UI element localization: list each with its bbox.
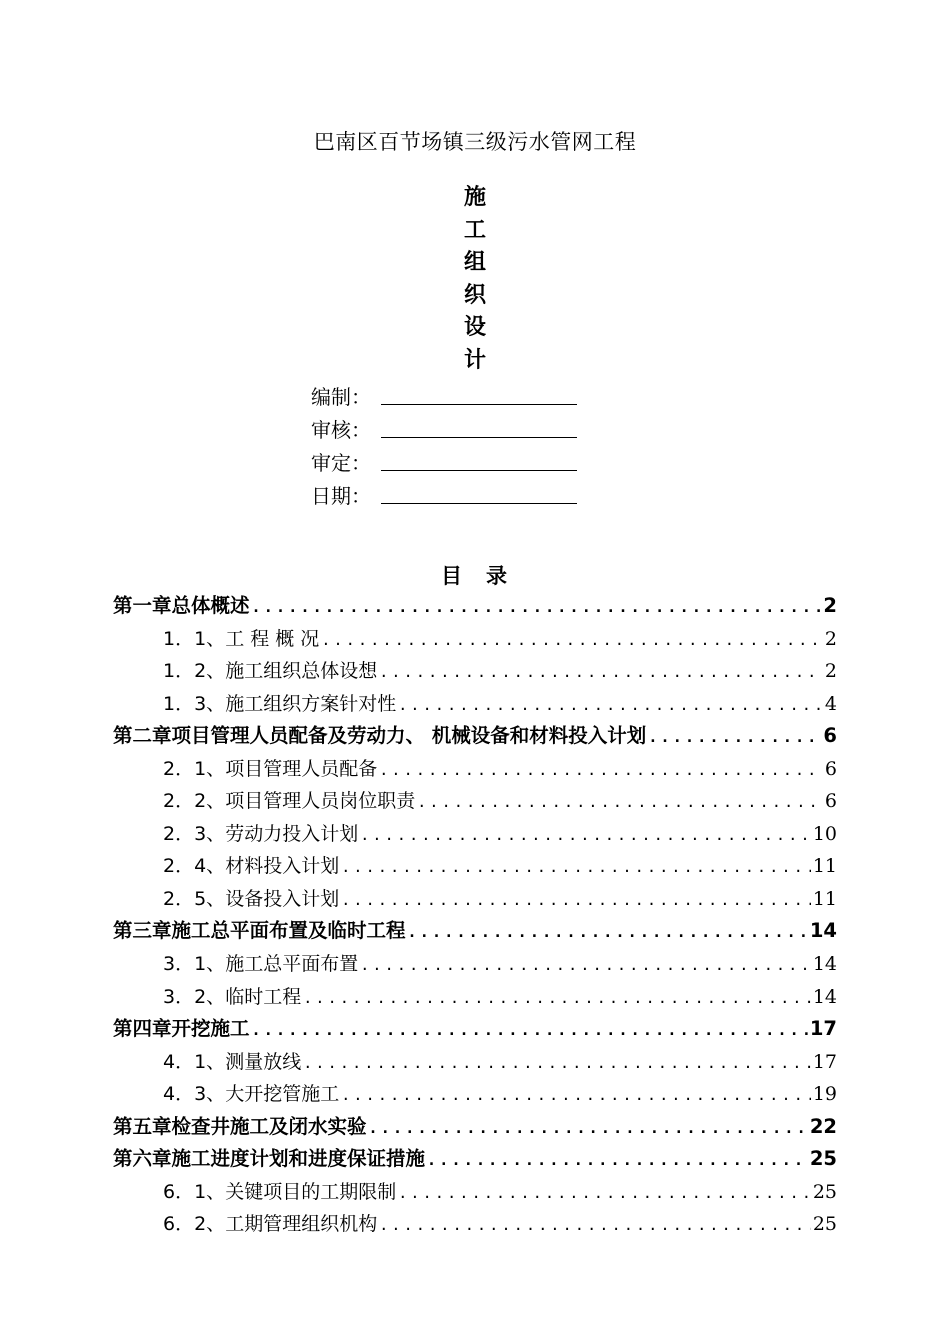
toc-heading xyxy=(0,560,950,590)
toc-entry-title: 劳动力投入计划 xyxy=(225,822,359,845)
toc-section-entry[interactable] xyxy=(113,1046,837,1079)
toc-entry-page: 2 xyxy=(823,594,837,617)
toc-section-entry[interactable] xyxy=(113,688,837,721)
toc-leader-dots xyxy=(648,721,821,754)
toc-entry-number: 6．2、 xyxy=(163,1213,226,1236)
toc-leader-dots xyxy=(303,982,811,1015)
sign-row-reviewed xyxy=(311,411,591,444)
toc-entry-page: 22 xyxy=(809,1114,837,1138)
toc-entry-page: 4 xyxy=(824,692,837,715)
toc-entry-title: 项目管理人员岗位职责 xyxy=(225,790,416,813)
toc-section-entry[interactable] xyxy=(113,981,837,1014)
toc-leader-dots xyxy=(360,819,811,852)
toc-entry-title: 大开挖管施工 xyxy=(225,1083,340,1106)
toc-entry-number: 6．1、 xyxy=(163,1180,226,1203)
toc-entry-number: 2．2、 xyxy=(163,790,226,813)
sign-blank-line xyxy=(381,404,577,405)
document-title-char: 设 xyxy=(463,315,486,341)
toc-entry-title: 工期管理组织机构 xyxy=(225,1213,378,1236)
toc-entry-title: 设备投入计划 xyxy=(225,887,340,910)
toc-entry-page: 2 xyxy=(824,627,837,650)
toc-leader-dots xyxy=(252,1014,808,1047)
toc-leader-dots xyxy=(369,1112,808,1145)
toc-entry-number: 4．1、 xyxy=(163,1050,226,1073)
toc-leader-dots xyxy=(398,689,821,722)
toc-entry-page: 14 xyxy=(809,919,837,943)
toc-leader-dots xyxy=(379,1209,811,1242)
toc-leader-dots xyxy=(321,624,821,657)
toc-entry-title: 总体概述 xyxy=(171,594,250,617)
toc-entry-page: 6 xyxy=(824,790,837,813)
sign-blank-line xyxy=(381,503,577,504)
toc-leader-dots xyxy=(417,786,821,819)
toc-chapter-entry[interactable] xyxy=(113,590,837,623)
project-title: 巴南区百节场镇三级污水管网工程 xyxy=(313,130,637,154)
toc-leader-dots xyxy=(379,656,821,689)
toc-entry-number: 第四章 xyxy=(113,1017,172,1041)
toc-entry-number: 第三章 xyxy=(113,919,172,943)
document-title xyxy=(0,182,950,378)
toc-section-entry[interactable] xyxy=(113,883,837,916)
toc-entry-title: 施工总平面布置 xyxy=(225,953,359,976)
toc-entry-number: 4．3、 xyxy=(163,1083,226,1106)
toc-entry-number: 第五章 xyxy=(113,1114,172,1138)
toc-entry-number: 2．3、 xyxy=(163,822,226,845)
toc-entry-page: 10 xyxy=(812,822,837,845)
toc-entry-title: 测量放线 xyxy=(225,1050,302,1073)
toc-entry-number: 1．1、 xyxy=(163,627,226,650)
toc-entry-page: 17 xyxy=(812,1050,837,1073)
sign-row-compiled xyxy=(311,378,591,411)
toc-chapter-entry[interactable] xyxy=(113,915,837,948)
toc-entry-page: 6 xyxy=(824,757,837,780)
sign-label: 编制： xyxy=(311,385,371,409)
toc-entry-number: 第一章 xyxy=(113,594,172,617)
sign-label: 审核： xyxy=(311,418,371,442)
document-title-char: 组 xyxy=(463,250,486,276)
toc-section-entry[interactable] xyxy=(113,1176,837,1209)
document-title-char: 施 xyxy=(463,185,486,210)
toc-entry-page: 25 xyxy=(812,1213,837,1236)
toc-section-entry[interactable] xyxy=(113,948,837,981)
toc-entry-page: 11 xyxy=(812,887,837,910)
toc-chapter-entry[interactable] xyxy=(113,720,837,753)
sign-blank-line xyxy=(381,437,577,438)
toc-entry-number: 2．4、 xyxy=(163,855,226,878)
toc-heading-left: 目 xyxy=(441,564,464,588)
toc-entry-number: 2．1、 xyxy=(163,757,226,780)
toc-leader-dots xyxy=(398,1177,811,1210)
toc-entry-page: 2 xyxy=(824,660,837,683)
sign-row-approved xyxy=(311,444,591,477)
toc-entry-title: 项目管理人员配备及劳动力、 机械设备和材料投入计划 xyxy=(171,724,647,748)
toc-entry-title: 施工总平面布置及临时工程 xyxy=(171,919,406,943)
toc-section-entry[interactable] xyxy=(113,1208,837,1241)
toc-entry-number: 3．1、 xyxy=(163,953,226,976)
toc-entry-page: 17 xyxy=(809,1017,837,1041)
toc-section-entry[interactable] xyxy=(113,655,837,688)
toc-entry-page: 11 xyxy=(812,855,837,878)
toc-leader-dots xyxy=(341,1079,811,1112)
table-of-contents xyxy=(113,590,837,1241)
document-title-char: 工 xyxy=(463,217,486,243)
sign-label: 日期： xyxy=(311,484,371,508)
toc-entry-title: 材料投入计划 xyxy=(225,855,340,878)
toc-leader-dots xyxy=(303,1047,811,1080)
toc-entry-number: 3．2、 xyxy=(163,985,226,1008)
toc-entry-page: 6 xyxy=(823,724,837,748)
toc-entry-page: 25 xyxy=(809,1147,837,1171)
toc-section-entry[interactable] xyxy=(113,1078,837,1111)
toc-entry-page: 14 xyxy=(812,953,837,976)
toc-entry-title: 项目管理人员配备 xyxy=(225,757,378,780)
toc-entry-title: 关键项目的工期限制 xyxy=(225,1180,397,1203)
toc-entry-title: 施工组织方案针对性 xyxy=(225,692,397,715)
toc-entry-page: 14 xyxy=(812,985,837,1008)
toc-entry-number: 第六章 xyxy=(113,1147,172,1171)
toc-entry-title: 检查井施工及闭水实验 xyxy=(171,1114,367,1138)
toc-entry-page: 19 xyxy=(812,1083,837,1106)
sign-blank-line xyxy=(381,470,577,471)
toc-chapter-entry[interactable] xyxy=(113,1143,837,1176)
document-title-char: 织 xyxy=(463,282,486,308)
toc-chapter-entry[interactable] xyxy=(113,1111,837,1144)
toc-leader-dots xyxy=(427,1144,808,1177)
toc-entry-number: 第二章 xyxy=(113,724,172,748)
signature-block xyxy=(311,378,591,510)
document-title-char: 计 xyxy=(463,347,486,373)
toc-section-entry[interactable] xyxy=(113,623,837,656)
toc-leader-dots xyxy=(341,884,811,917)
toc-entry-number: 1．2、 xyxy=(163,660,226,683)
toc-leader-dots xyxy=(252,591,821,624)
toc-chapter-entry[interactable] xyxy=(113,1013,837,1046)
toc-section-entry[interactable] xyxy=(113,785,837,818)
toc-entry-title: 临时工程 xyxy=(225,985,302,1008)
toc-heading-right: 录 xyxy=(486,564,509,588)
toc-entry-title: 工 程 概 况 xyxy=(225,627,320,650)
toc-entry-number: 1．3、 xyxy=(163,692,226,715)
toc-entry-number: 2．5、 xyxy=(163,887,226,910)
toc-section-entry[interactable] xyxy=(113,850,837,883)
toc-entry-title: 开挖施工 xyxy=(171,1017,250,1041)
sign-label: 审定： xyxy=(311,451,371,475)
toc-entry-title: 施工进度计划和进度保证措施 xyxy=(171,1147,426,1171)
toc-leader-dots xyxy=(360,949,811,982)
sign-row-date xyxy=(311,477,591,510)
toc-leader-dots xyxy=(379,754,821,787)
toc-section-entry[interactable] xyxy=(113,818,837,851)
toc-leader-dots xyxy=(408,916,808,949)
toc-leader-dots xyxy=(341,851,811,884)
toc-entry-title: 施工组织总体设想 xyxy=(225,660,378,683)
toc-section-entry[interactable] xyxy=(113,753,837,786)
toc-entry-page: 25 xyxy=(812,1180,837,1203)
